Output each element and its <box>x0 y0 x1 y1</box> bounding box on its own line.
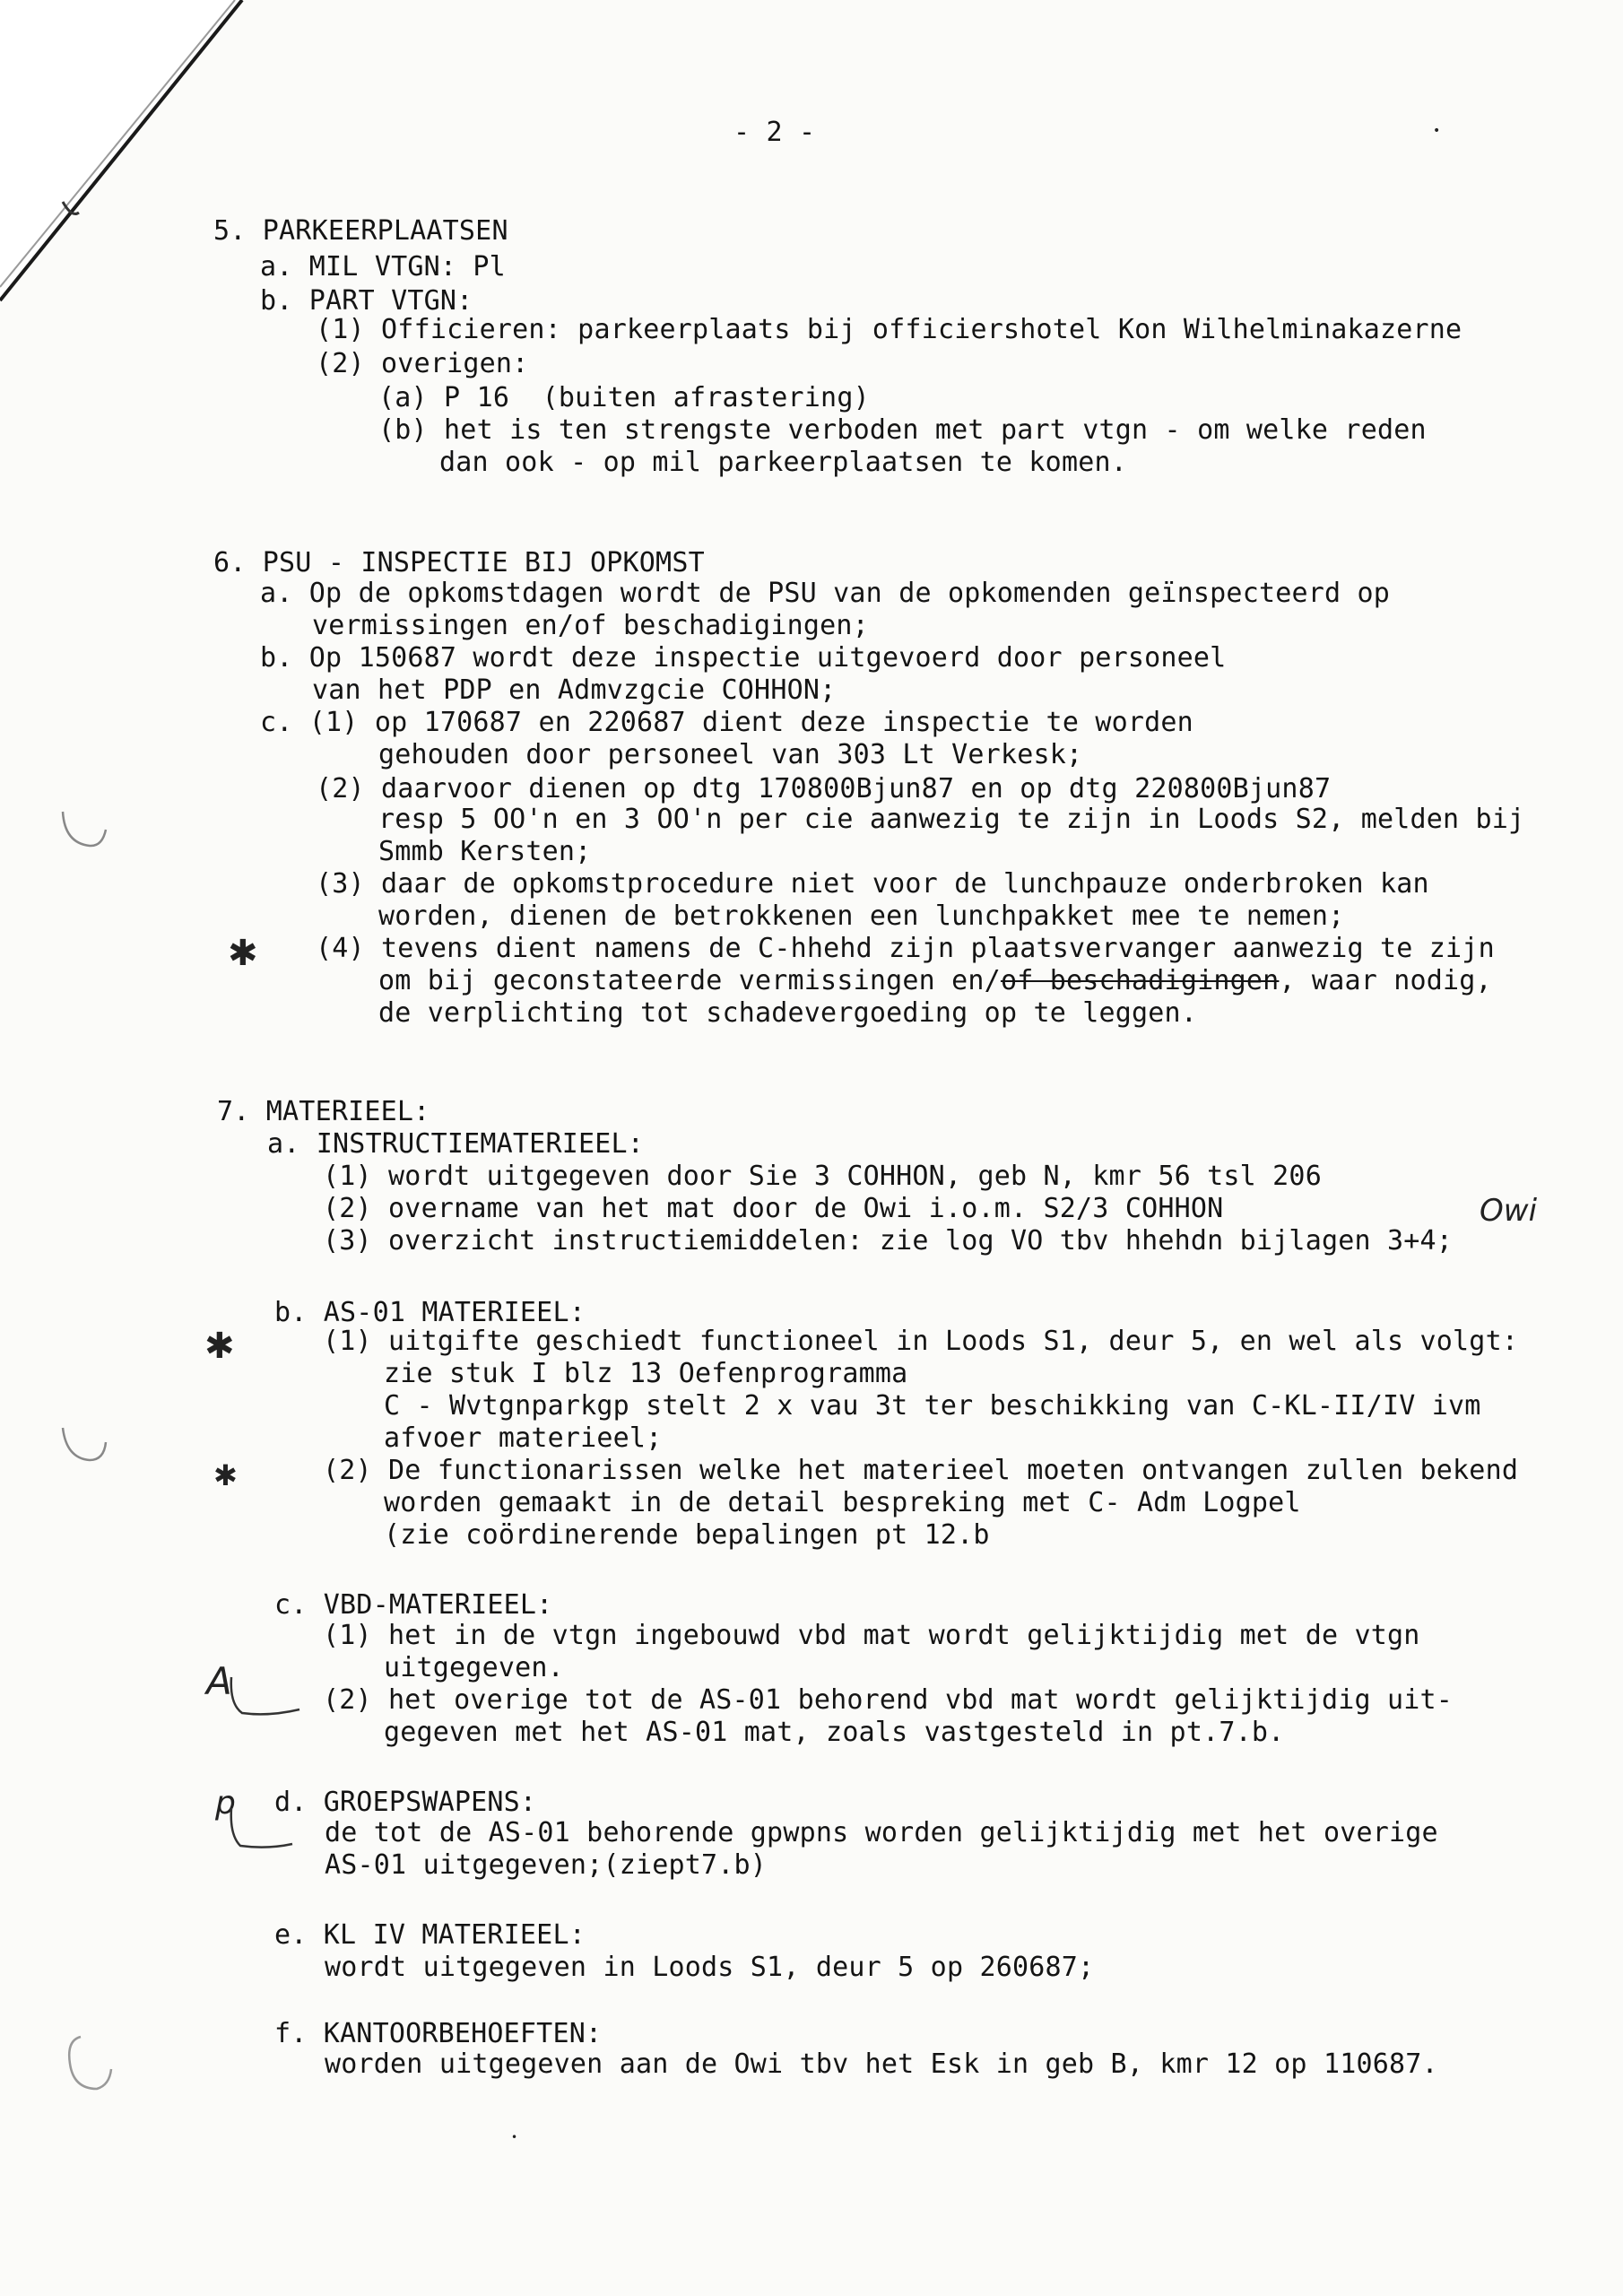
s7-d-2: AS-01 uitgegeven;(ziept7.b) <box>325 1849 768 1881</box>
s5-b2a: (a) P 16 (buiten afrastering) <box>378 382 870 413</box>
s5-b2b-2: dan ook - op mil parkeerplaatsen te komen. <box>439 447 1127 478</box>
stray-dot-2: • <box>511 2131 518 2144</box>
s6-c4-1: (4) tevens dient namens de C-hhehd zijn plaatsvervanger aanwezig te zijn <box>316 933 1495 964</box>
asterisk-mark-3: ✱ <box>213 1458 238 1492</box>
handwritten-a-note: A <box>206 1659 232 1703</box>
s7-b1-1: (1) uitgifte geschiedt functioneel in Loods S1, deur 5, en wel als volgt: <box>323 1326 1519 1357</box>
s7-d-1: de tot de AS-01 behorende gpwpns worden gelijktijdig met het overige <box>325 1817 1438 1848</box>
s6-b1: b. Op 150687 wordt deze inspectie uitgevoerd door personeel <box>260 642 1227 674</box>
s5-b2: (2) overigen: <box>316 348 529 379</box>
s5-b2b-1: (b) het is ten strengste verboden met part vtgn - om welke reden <box>378 414 1427 446</box>
handwritten-p-note: p <box>215 1785 236 1822</box>
s7-c1-1: (1) het in de vtgn ingebouwd vbd mat wordt gelijktijdig met de vtgn <box>323 1620 1420 1651</box>
s6-c4-2b-struck: of beschadigingen <box>1000 965 1280 996</box>
s6-c2-1: (2) daarvoor dienen op dtg 170800Bjun87 en op dtg 220800Bjun87 <box>316 773 1332 804</box>
section-5-heading: 5. PARKEERPLAATSEN <box>213 215 508 247</box>
s6-c1-2: gehouden door personeel van 303 Lt Verkesk; <box>378 739 1083 770</box>
s7-e-1: wordt uitgegeven in Loods S1, deur 5 op 260687; <box>325 1952 1095 1983</box>
handwritten-owi-note: Owi <box>1480 1193 1538 1229</box>
s6-c2-3: Smmb Kersten; <box>378 836 592 867</box>
s7-f: f. KANTOORBEHOEFTEN: <box>274 2018 603 2049</box>
s7-b2-3: (zie coördinerende bepalingen pt 12.b <box>384 1519 990 1551</box>
handwritten-bracket-1 <box>222 1668 303 1722</box>
section-7-heading: 7. MATERIEEL: <box>217 1096 430 1127</box>
s6-b2: van het PDP en Admvzgcie COHHON; <box>312 674 837 706</box>
s7-c1-2: uitgegeven. <box>384 1652 564 1683</box>
punch-hole-2 <box>56 1417 109 1466</box>
s7-c: c. VBD-MATERIEEL: <box>274 1589 553 1621</box>
s7-c2-2: gegeven met het AS-01 mat, zoals vastgesteld in pt.7.b. <box>384 1717 1285 1748</box>
s6-c4-3: de verplichting tot schadevergoeding op te leggen. <box>378 997 1198 1029</box>
s7-b: b. AS-01 MATERIEEL: <box>274 1297 586 1328</box>
s7-c2-1: (2) het overige tot de AS-01 behorend vbd mat wordt gelijktijdig uit- <box>323 1684 1454 1716</box>
folded-corner <box>0 0 269 323</box>
asterisk-mark-2: ✱ <box>204 1326 235 1367</box>
s7-b2-1: (2) De functionarissen welke het materieel moeten ontvangen zullen bekend <box>323 1455 1519 1486</box>
s6-c2-2: resp 5 OO'n en 3 OO'n per cie aanwezig te zijn in Loods S2, melden bij <box>378 804 1525 835</box>
s5-b1: (1) Officieren: parkeerplaats bij officiershotel Kon Wilhelminakazerne <box>316 314 1462 345</box>
s5-b: b. PART VTGN: <box>260 285 473 317</box>
s6-c1-1: c. (1) op 170687 en 220687 dient deze inspectie te worden <box>260 707 1193 738</box>
s7-a3: (3) overzicht instructiemiddelen: zie log VO tbv hhehdn bijlagen 3+4; <box>323 1225 1454 1257</box>
s6-c4-2a: om bij geconstateerde vermissingen en/ <box>378 965 1001 996</box>
s6-c3-2: worden, dienen de betrokkenen een lunchpakket mee te nemen; <box>378 900 1345 932</box>
s5-a: a. MIL VTGN: Pl <box>260 251 506 283</box>
s6-c4-2 <box>378 965 1492 997</box>
s7-e: e. KL IV MATERIEEL: <box>274 1919 586 1951</box>
s7-b2-2: worden gemaakt in de detail bespreking met C- Adm Logpel <box>384 1487 1301 1518</box>
stray-dot: • <box>1433 124 1441 138</box>
s7-b1-2: zie stuk I blz 13 Oefenprogramma <box>384 1358 908 1389</box>
asterisk-mark-1: ✱ <box>228 933 258 974</box>
s7-f-1: worden uitgegeven aan de Owi tbv het Esk in geb B, kmr 12 op 110687. <box>325 2048 1438 2080</box>
page-number: - 2 - <box>733 117 816 148</box>
section-6-heading: 6. PSU - INSPECTIE BIJ OPKOMST <box>213 547 705 578</box>
s6-a1: a. Op de opkomstdagen wordt de PSU van de opkomenden geïnspecteerd op <box>260 578 1391 609</box>
s6-a2: vermissingen en/of beschadigingen; <box>312 610 869 641</box>
s7-a1: (1) wordt uitgegeven door Sie 3 COHHON, geb N, kmr 56 tsl 206 <box>323 1161 1322 1192</box>
s7-b1-3: C - Wvtgnparkgp stelt 2 x vau 3t ter beschikking van C-KL-II/IV ivm <box>384 1390 1481 1422</box>
s7-d: d. GROEPSWAPENS: <box>274 1787 537 1818</box>
s7-a: a. INSTRUCTIEMATERIEEL: <box>267 1128 645 1160</box>
punch-hole-1 <box>56 803 109 852</box>
punch-hole-3 <box>63 2031 117 2094</box>
s6-c3-1: (3) daar de opkomstprocedure niet voor de lunchpauze onderbroken kan <box>316 868 1429 900</box>
s7-b1-4: afvoer materieel; <box>384 1422 663 1454</box>
s6-c4-2c: , waar nodig, <box>1279 965 1492 996</box>
s7-a2: (2) overname van het mat door de Owi i.o.m. S2/3 COHHON <box>323 1193 1224 1224</box>
